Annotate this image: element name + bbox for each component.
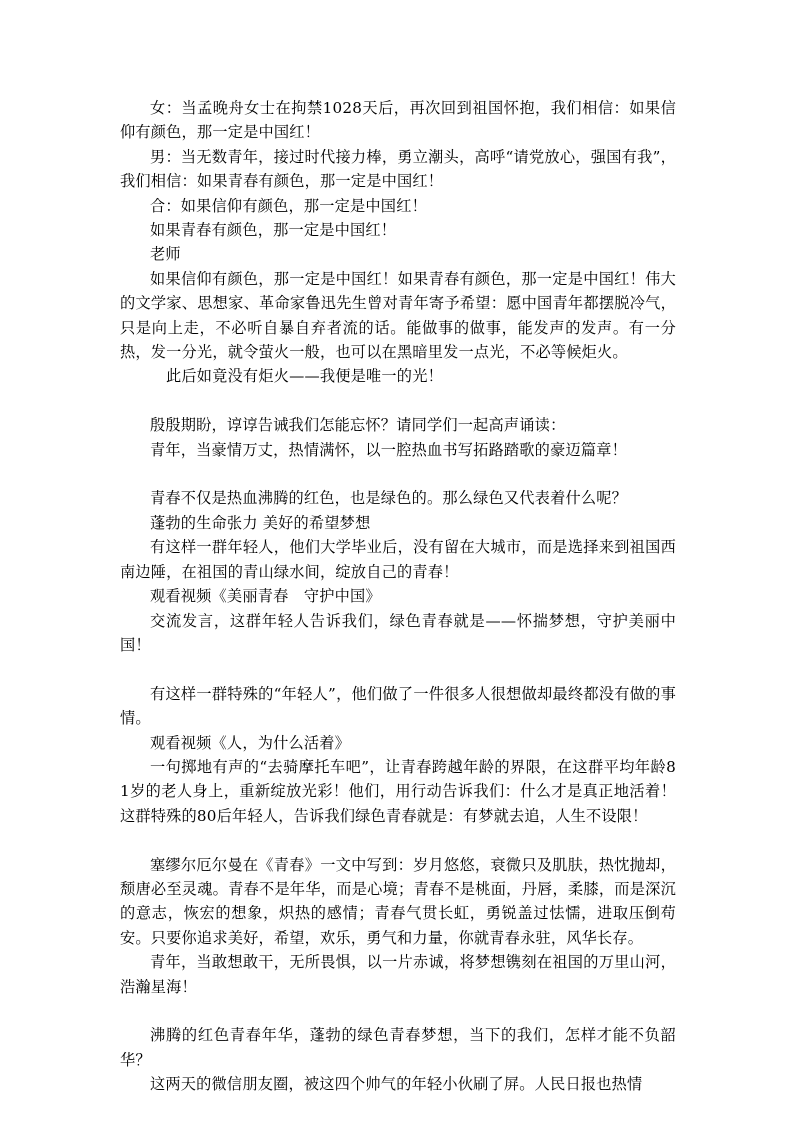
paragraph: 有这样一群年轻人，他们大学毕业后，没有留在大城市，而是选择来到祖国西南边陲，在祖国的青山绿水间，绽放自己的青春！ xyxy=(120,538,676,581)
paragraph: 塞缪尔厄尔曼在《青春》一文中写到：岁月悠悠，衰微只及肌肤，热忱抛却，颓唐必至灵魂。青春不是年华，而是心境；青春不是桃面，丹唇，柔膝，而是深沉的意志，恢宏的想象，炽热的感情；青春气贯长虹，勇锐盖过怯懦，进取压倒苟安。只要你追求美好，希望，欢乐，勇气和力量，你就青春永驻，风华长存。 xyxy=(120,855,676,947)
paragraph: 青春不仅是热血沸腾的红色，也是绿色的。那么绿色又代表着什么呢？ xyxy=(150,489,628,508)
blank-line xyxy=(120,389,676,413)
paragraph: 青年，当豪情万丈，热情满怀，以一腔热血书写拓路踏歌的豪迈篇章！ xyxy=(150,440,628,459)
paragraph: 此后如竟没有炬火——我便是唯一的光！ xyxy=(166,367,443,386)
paragraph: 老师 xyxy=(150,245,181,264)
paragraph: 男：当无数青年，接过时代接力棒，勇立潮头，高呼“请党放心，强国有我”，我们相信：如果青春有颜色，那一定是中国红！ xyxy=(120,147,676,191)
paragraph: 女：当孟晚舟女士在拘禁1028天后，再次回到祖国怀抱，我们相信：如果信仰有颜色，那一定是中国红！ xyxy=(120,99,676,142)
blank-line xyxy=(120,999,676,1023)
paragraph: 蓬勃的生命张力 美好的希望梦想 xyxy=(150,513,371,532)
paragraph: 沸腾的红色青春年华，蓬勃的绿色青春梦想，当下的我们，怎样才能不负韶华？ xyxy=(120,1026,676,1069)
blank-line xyxy=(120,462,676,486)
document-body xyxy=(120,96,676,1097)
paragraph: 如果青春有颜色，那一定是中国红！ xyxy=(150,221,397,240)
paragraph: 如果信仰有颜色，那一定是中国红！如果青春有颜色，那一定是中国红！伟大的文学家、思想家、革命家鲁迅先生曾对青年寄予希望：愿中国青年都摆脱冷气，只是向上走，不必听自暴自弃者流的话。能做事的做事，能发声的发声。有一分热，发一分光，就令萤火一般，也可以在黑暗里发一点光，不必等候炬火。 xyxy=(120,269,676,362)
blank-line xyxy=(120,828,676,852)
paragraph: 交流发言，这群年轻人告诉我们，绿色青春就是——怀揣梦想，守护美丽中国！ xyxy=(120,611,676,654)
paragraph: 殷殷期盼，谆谆告诫我们怎能忘怀？请同学们一起高声诵读： xyxy=(150,416,566,435)
paragraph: 有这样一群特殊的“年轻人”，他们做了一件很多人很想做却最终都没有做的事情。 xyxy=(120,684,676,728)
paragraph: 这两天的微信朋友圈，被这四个帅气的年轻小伙刷了屏。人民日报也热情 xyxy=(150,1075,643,1094)
paragraph: 观看视频《美丽青春 守护中国》 xyxy=(150,587,381,606)
blank-line xyxy=(120,657,676,681)
paragraph: 青年，当敢想敢干，无所畏惧，以一片赤诚，将梦想镌刻在祖国的万里山河，浩瀚星海！ xyxy=(120,953,676,996)
paragraph: 一句掷地有声的“去骑摩托车吧”，让青春跨越年龄的界限，在这群平均年龄81岁的老人身上，重新绽放光彩！他们，用行动告诉我们：什么才是真正地活着！这群特殊的80后年轻人，告诉我们绿色青春就是：有梦就去追，人生不设限！ xyxy=(120,757,676,825)
paragraph: 合：如果信仰有颜色，那一定是中国红！ xyxy=(150,196,427,215)
paragraph: 观看视频《人，为什么活着》 xyxy=(150,733,351,752)
